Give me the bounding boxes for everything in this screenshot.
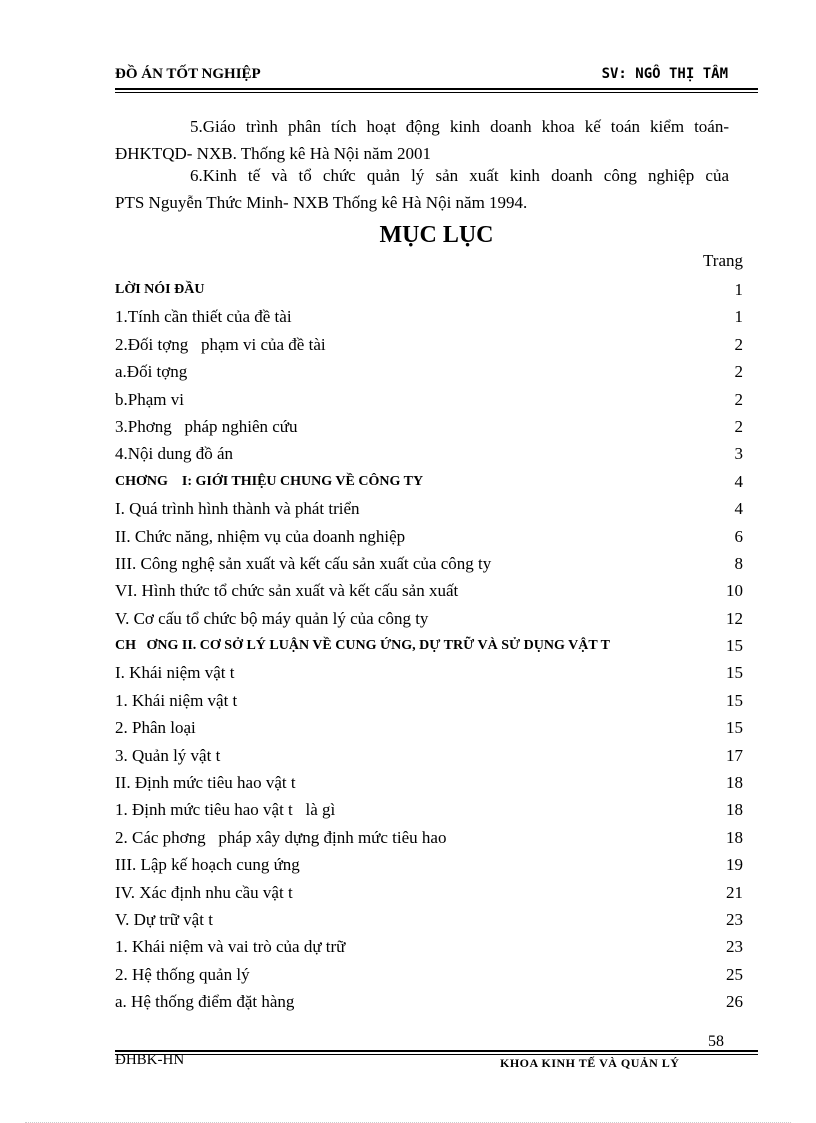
page-column-label: Trang [703, 251, 743, 270]
toc-entry-title: V. Cơ cấu tổ chức bộ máy quản lý của công ty [115, 608, 429, 628]
toc-entry [115, 933, 743, 960]
toc-entry-page: 2 [734, 362, 743, 382]
toc-entry-page: 2 [734, 334, 743, 354]
toc-entry [115, 303, 743, 330]
toc-entry-page: 4 [734, 499, 743, 519]
toc-entry-title: I. Khái niệm vật t [115, 663, 235, 683]
footer-rule-thick [115, 1050, 758, 1052]
toc-entry-title: 3.Phơng pháp nghiên cứu [115, 416, 298, 436]
toc-entry-page: 19 [726, 855, 743, 875]
toc-entry-title: I. Quá trình hình thành và phát triển [115, 499, 360, 519]
toc-entry-title: 2. Các phơng pháp xây dựng định mức tiêu hao [115, 827, 447, 847]
toc-entry-page: 23 [726, 937, 743, 957]
toc-entry-page: 6 [734, 526, 743, 546]
toc-entry-title: 2. Hệ thống quản lý [115, 964, 250, 984]
toc-entry-title: 2. Phân loại [115, 718, 196, 738]
toc-entry [115, 605, 743, 632]
page-header [115, 66, 758, 86]
header-rule-thin [115, 92, 758, 93]
toc-entry-page: 12 [726, 608, 743, 628]
page-number: 58 [708, 1033, 724, 1050]
toc-title: MỤC LỤC [379, 222, 494, 248]
toc-entry [115, 413, 743, 440]
toc-entry-page: 2 [734, 416, 743, 436]
header-title: ĐỒ ÁN TỐT NGHIỆP [115, 66, 261, 82]
toc-entry [115, 550, 743, 577]
toc-entry [115, 879, 743, 906]
reference-5-line-2: ĐHKTQD- NXB. Thống kê Hà Nội năm 2001 [115, 144, 432, 163]
toc-entry-page: 21 [726, 882, 743, 902]
footer-faculty: KHOA KINH TẾ VÀ QUẢN LÝ [500, 1056, 680, 1070]
toc-entry [115, 742, 743, 769]
toc-entry-page: 17 [726, 745, 743, 765]
toc-entry-page: 18 [726, 773, 743, 793]
toc-entry-title: IV. Xác định nhu cầu vật t [115, 882, 293, 902]
toc-entry-page: 15 [726, 663, 743, 683]
toc-entry [115, 988, 743, 1015]
toc-entry-title: III. Lập kế hoạch cung ứng [115, 855, 300, 875]
reference-5-line-1: 5.Giáo trình phân tích hoạt động kinh doanh khoa kế toán kiểm toán- [190, 117, 729, 136]
toc-entry-page: 18 [726, 827, 743, 847]
header-rule-thick [115, 88, 758, 90]
toc-entry [115, 824, 743, 851]
toc-entry [115, 659, 743, 686]
toc-entry-page: 2 [734, 389, 743, 409]
toc-entry-title: 1. Khái niệm vật t [115, 690, 238, 710]
toc-entry-page: 15 [726, 690, 743, 710]
toc-entry [115, 468, 743, 495]
toc-entry-title: b.Phạm vi [115, 389, 184, 409]
toc-entry [115, 961, 743, 988]
toc-entry-page: 10 [726, 581, 743, 601]
table-of-contents [115, 276, 743, 1016]
toc-entry-title: 4.Nội dung đồ án [115, 444, 234, 464]
toc-entry-title: 3. Quản lý vật t [115, 745, 221, 765]
toc-entry-title: 1.Tính cần thiết của đề tài [115, 307, 292, 327]
toc-entry-title: CH ƠNG II. CƠ SỞ LÝ LUẬN VỀ CUNG ỨNG, DỰ TRỮ VÀ SỬ DỤNG VẬT T [115, 638, 610, 654]
toc-entry-title: LỜI NÓI ĐẦU [115, 282, 205, 297]
toc-entry [115, 632, 743, 659]
toc-entry [115, 386, 743, 413]
toc-entry-title: 1. Khái niệm và vai trò của dự trữ [115, 937, 346, 957]
toc-entry [115, 523, 743, 550]
toc-entry-title: 1. Định mức tiêu hao vật t là gì [115, 800, 336, 820]
toc-entry-page: 1 [734, 307, 743, 327]
toc-entry [115, 687, 743, 714]
toc-entry [115, 796, 743, 823]
toc-entry [115, 331, 743, 358]
toc-entry [115, 495, 743, 522]
toc-entry [115, 276, 743, 303]
reference-6-line-1: 6.Kinh tế và tổ chức quản lý sản xuất kinh doanh công nghiệp của [190, 166, 729, 185]
toc-entry-title: a.Đối tợng [115, 362, 188, 382]
toc-entry [115, 714, 743, 741]
toc-entry-page: 8 [734, 553, 743, 573]
reference-6-line-2: PTS Nguyễn Thức Minh- NXB Thống kê Hà Nội năm 1994. [115, 193, 528, 212]
toc-entry-page: 23 [726, 909, 743, 929]
toc-entry-title: II. Chức năng, nhiệm vụ của doanh nghiệp [115, 526, 406, 546]
toc-entry-page: 4 [734, 471, 743, 491]
toc-entry-title: VI. Hình thức tổ chức sản xuất và kết cấu sản xuất [115, 581, 459, 601]
toc-entry-page: 18 [726, 800, 743, 820]
toc-entry [115, 440, 743, 467]
toc-entry [115, 358, 743, 385]
footer-rule-thin [115, 1054, 758, 1055]
toc-entry-title: III. Công nghệ sản xuất và kết cấu sản xuất của công ty [115, 553, 492, 573]
footer-university: ĐHBK-HN [115, 1052, 185, 1068]
toc-entry-title: V. Dự trữ vật t [115, 909, 213, 929]
header-student: SV: NGÔ THỊ TÂM [601, 66, 728, 82]
toc-entry-title: II. Định mức tiêu hao vật t [115, 773, 296, 793]
toc-entry-page: 3 [734, 444, 743, 464]
toc-entry [115, 851, 743, 878]
toc-entry-page: 15 [726, 718, 743, 738]
toc-entry-page: 1 [734, 280, 743, 299]
toc-entry [115, 769, 743, 796]
toc-entry-page: 26 [726, 992, 743, 1012]
toc-entry-title: CHƠNG I: GIỚI THIỆU CHUNG VỀ CÔNG TY [115, 473, 424, 489]
toc-entry [115, 577, 743, 604]
toc-entry-page: 15 [726, 636, 743, 656]
toc-entry [115, 906, 743, 933]
toc-entry-page: 25 [726, 964, 743, 984]
toc-entry-title: 2.Đối tợng phạm vi của đề tài [115, 334, 326, 354]
toc-entry-title: a. Hệ thống điểm đặt hàng [115, 992, 295, 1012]
